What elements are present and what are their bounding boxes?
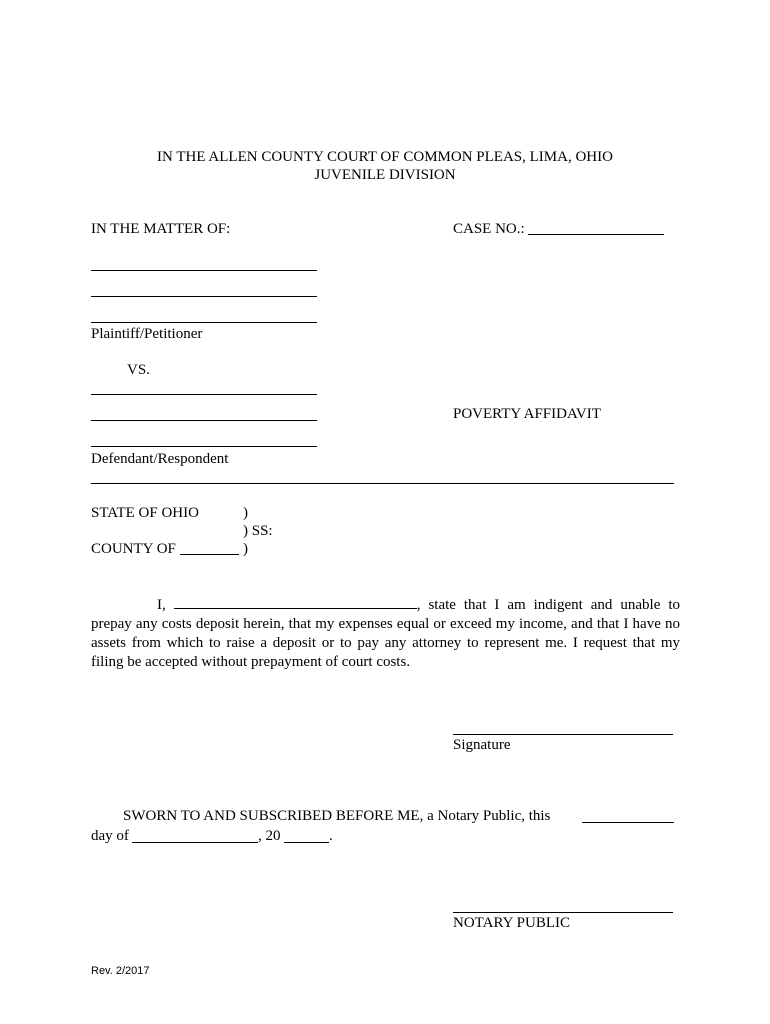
jurat-year-field[interactable] <box>284 842 329 843</box>
affiant-name-field[interactable] <box>174 594 417 609</box>
jurat-sworn-text: SWORN TO AND SUBSCRIBED BEFORE ME, a Notary Public, this <box>123 808 551 824</box>
jurat-period: . <box>329 828 333 844</box>
affidavit-paragraph <box>91 594 680 672</box>
vs-label: VS. <box>127 362 150 378</box>
venue-paren-1: ) <box>243 505 248 521</box>
venue-ss: ) SS: <box>243 523 273 539</box>
case-no-field[interactable] <box>528 234 664 235</box>
venue-county-label: COUNTY OF <box>91 541 176 557</box>
plaintiff-name-line-2[interactable] <box>91 296 317 297</box>
document-title: POVERTY AFFIDAVIT <box>453 406 601 422</box>
court-title: IN THE ALLEN COUNTY COURT OF COMMON PLEAS, LIMA, OHIO <box>157 149 613 165</box>
venue-state: STATE OF OHIO <box>91 505 199 521</box>
defendant-name-line-3[interactable] <box>91 446 317 447</box>
jurat-day-field[interactable] <box>582 822 674 823</box>
notary-signature-line[interactable] <box>453 912 673 913</box>
affidavit-text: , state that I am indigent and unable to prepay any costs deposit herein, that my expenses equal or exceed my income, and that I have no assets from which to raise a deposit or to pay any attorney to represent me. I request that my filing be accepted without prepayment of court costs. <box>91 597 680 670</box>
revision-label: Rev. 2/2017 <box>91 965 150 977</box>
jurat-day-of-label: day of <box>91 828 129 844</box>
defendant-name-line-2[interactable] <box>91 420 317 421</box>
signature-label: Signature <box>453 737 511 753</box>
plaintiff-name-line-1[interactable] <box>91 270 317 271</box>
defendant-label: Defendant/Respondent <box>91 451 229 467</box>
notary-label: NOTARY PUBLIC <box>453 915 571 931</box>
plaintiff-label: Plaintiff/Petitioner <box>91 326 203 342</box>
venue-paren-3: ) <box>243 541 248 557</box>
defendant-name-line-1[interactable] <box>91 394 317 395</box>
signature-line[interactable] <box>453 734 673 735</box>
case-no-label: CASE NO.: <box>453 221 525 237</box>
plaintiff-name-line-3[interactable] <box>91 322 317 323</box>
affiant-i-label: I, <box>157 597 166 613</box>
jurat-month-field[interactable] <box>132 842 258 843</box>
jurat-year-prefix: , 20 <box>258 828 281 844</box>
matter-label: IN THE MATTER OF: <box>91 221 231 237</box>
division-title: JUVENILE DIVISION <box>314 167 456 183</box>
county-field[interactable] <box>180 554 239 555</box>
caption-divider <box>91 483 674 484</box>
